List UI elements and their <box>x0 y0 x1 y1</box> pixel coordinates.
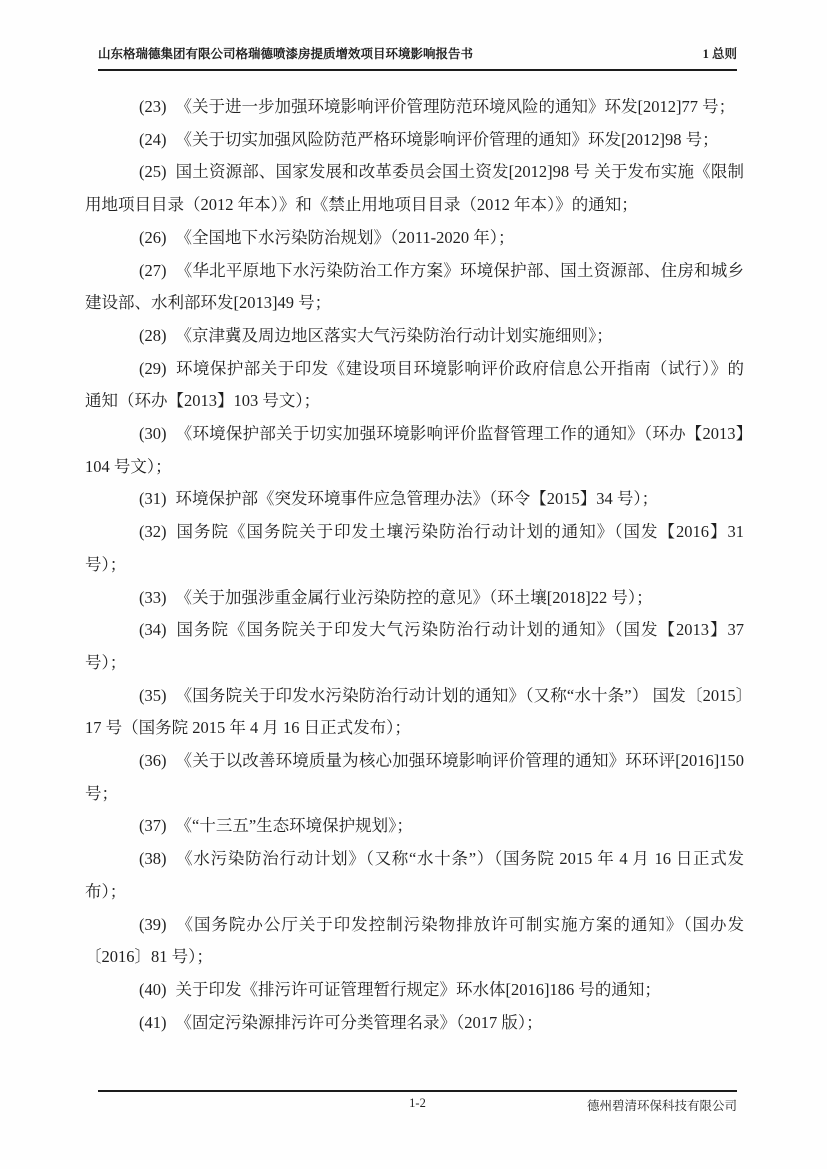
list-item <box>85 810 744 843</box>
item-number: (25) <box>139 162 167 182</box>
item-number: (41) <box>139 1012 167 1032</box>
item-text: 关于印发《排污许可证管理暂行规定》环水体[2016]186 号的通知； <box>175 979 661 999</box>
item-text: 《国务院办公厅关于印发控制污染物排放许可制实施方案的通知》（国办发〔2016〕81 号）； <box>85 914 744 967</box>
item-number: (36) <box>139 751 167 771</box>
item-number: (26) <box>139 227 167 247</box>
item-number: (30) <box>139 424 167 444</box>
item-text: 《华北平原地下水污染防治工作方案》环境保护部、国土资源部、住房和城乡建设部、水利部环发[2013]49 号； <box>85 260 744 313</box>
list-item <box>85 974 744 1007</box>
item-text: 国土资源部、国家发展和改革委员会国土资发[2012]98 号 关于发布实施《限制用地项目目录（2012 年本）》和《禁止用地项目目录（2012 年本）》的通知； <box>85 162 744 215</box>
item-number: (37) <box>139 816 167 836</box>
item-text: 《关于进一步加强环境影响评价管理防范环境风险的通知》环发[2012]77 号； <box>175 97 736 116</box>
item-number: (38) <box>139 849 167 869</box>
page-header <box>98 44 737 71</box>
item-number: (40) <box>139 979 167 999</box>
item-text: 《“十三五”生态环境保护规划》； <box>175 816 413 836</box>
item-text: 《京津冀及周边地区落实大气污染防治行动计划实施细则》； <box>175 325 613 345</box>
item-text: 国务院《国务院关于印发大气污染防治行动计划的通知》（国发【2013】37 号）； <box>85 620 744 672</box>
page-footer <box>98 1096 737 1116</box>
item-text: 环境保护部关于印发《建设项目环境影响评价政府信息公开指南（试行）》的通知（环办【2013】103 号文）； <box>85 358 744 411</box>
item-number: (28) <box>139 325 167 345</box>
list-item <box>85 843 744 908</box>
list-item <box>85 156 744 221</box>
list-item <box>85 124 744 157</box>
list-item <box>85 614 744 679</box>
item-text: 《国务院关于印发水污染防治行动计划的通知》（又称“水十条”） 国发〔2015〕17 号（国务院 2015 年 4 月 16 日正式发布）； <box>85 685 744 738</box>
item-number: (24) <box>139 129 167 149</box>
item-number: (32) <box>139 522 167 542</box>
item-number: (34) <box>139 620 167 640</box>
list-item <box>85 255 744 320</box>
item-number: (33) <box>139 587 167 607</box>
list-item <box>85 680 744 745</box>
item-text: 《关于加强涉重金属行业污染防控的意见》（环土壤[2018]22 号）； <box>175 587 653 607</box>
item-text: 《关于切实加强风险防范严格环境影响评价管理的通知》环发[2012]98 号； <box>175 129 719 149</box>
chapter-label: 1 总则 <box>702 47 737 61</box>
page-number: 1-2 <box>409 1096 426 1110</box>
document-title: 山东格瑞德集团有限公司格瑞德喷漆房提质增效项目环境影响报告书 <box>98 47 474 61</box>
document-body <box>85 91 744 1039</box>
company-name: 德州碧清环保科技有限公司 <box>586 1099 737 1113</box>
list-item <box>85 222 744 255</box>
item-number: (35) <box>139 685 167 705</box>
list-item <box>85 745 744 810</box>
list-item <box>85 353 744 418</box>
list-item <box>85 320 744 353</box>
item-text: 《固定污染源排污许可分类管理名录》（2017 版）； <box>175 1012 543 1032</box>
item-text: 《水污染防治行动计划》（又称“水十条”）（国务院 2015 年 4 月 16 日正式发布）； <box>85 849 744 901</box>
list-item <box>85 909 744 974</box>
list-item <box>85 91 744 124</box>
item-text: 国务院《国务院关于印发土壤污染防治行动计划的通知》（国发【2016】31 号）； <box>85 522 744 574</box>
item-text: 《全国地下水污染防治规划》（2011-2020 年）； <box>175 227 515 247</box>
list-item <box>85 483 744 516</box>
item-number: (27) <box>139 260 167 280</box>
item-number: (29) <box>139 358 167 378</box>
item-number: (39) <box>139 914 167 934</box>
list-item <box>85 1007 744 1040</box>
list-item <box>85 418 744 483</box>
item-text: 《关于以改善环境质量为核心加强环境影响评价管理的通知》环环评[2016]150 号； <box>85 751 744 803</box>
item-text: 《环境保护部关于切实加强环境影响评价监督管理工作的通知》（环办【2013】104 号文）； <box>85 424 744 476</box>
item-text: 环境保护部《突发环境事件应急管理办法》（环令【2015】34 号）； <box>175 489 659 509</box>
list-item <box>85 582 744 615</box>
item-number: (31) <box>139 489 167 509</box>
footer-rule <box>98 1090 737 1092</box>
list-item <box>85 516 744 581</box>
item-number: (23) <box>139 97 167 116</box>
